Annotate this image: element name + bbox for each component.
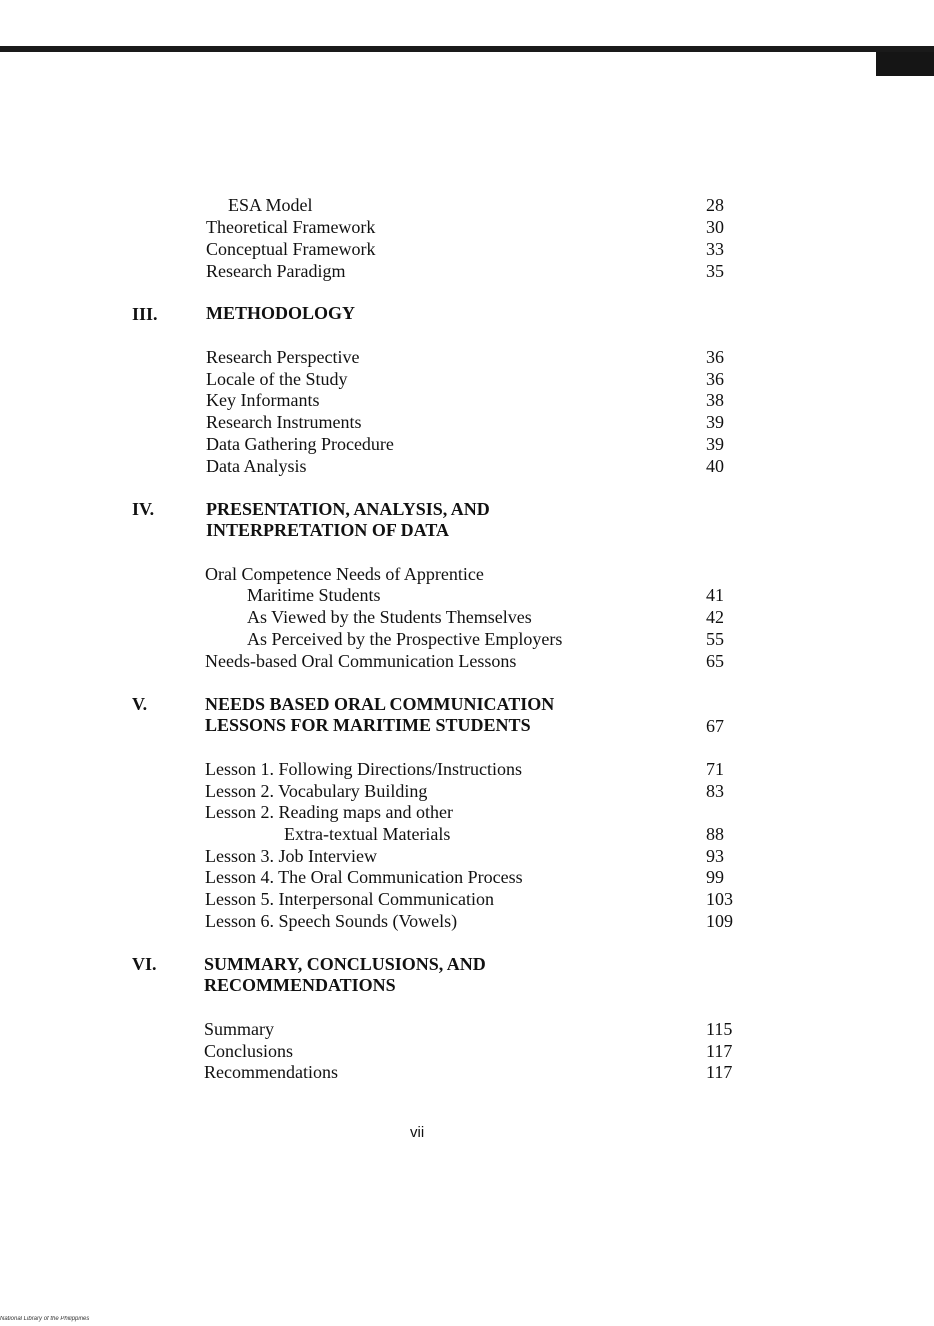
toc-entry: Lesson 2. Reading maps and other	[205, 802, 453, 822]
toc-page: 83	[706, 781, 724, 801]
toc-page: 42	[706, 607, 724, 627]
toc-page: 109	[706, 911, 733, 931]
toc-page: 67	[706, 716, 724, 736]
chapter-numeral-3: III.	[132, 304, 158, 324]
chapter-title-line1: SUMMARY, CONCLUSIONS, AND	[204, 954, 486, 974]
toc-entry: Maritime Students	[247, 585, 381, 605]
toc-entry: Lesson 5. Interpersonal Communication	[205, 889, 494, 909]
toc-entry: Lesson 6. Speech Sounds (Vowels)	[205, 911, 458, 931]
toc-entry: Locale of the Study	[206, 369, 348, 389]
toc-page: 117	[706, 1041, 733, 1061]
toc-entry: Conclusions	[204, 1041, 294, 1061]
toc-page-conceptual-framework: 33	[706, 239, 724, 259]
toc-page: 40	[706, 456, 724, 476]
toc-page: 39	[706, 434, 724, 454]
toc-entry-conceptual-framework: Conceptual Framework	[206, 239, 376, 259]
toc-page: 117	[706, 1062, 733, 1082]
toc-page: 99	[706, 867, 724, 887]
toc-page: 103	[706, 889, 733, 909]
chapter-title-line2: LESSONS FOR MARITIME STUDENTS	[205, 715, 531, 735]
toc-page: 65	[706, 651, 724, 671]
toc-entry: Key Informants	[206, 390, 320, 410]
chapter-numeral-5: V.	[132, 694, 148, 714]
toc-page: 39	[706, 412, 724, 432]
toc-entry: Oral Competence Needs of Apprentice	[205, 564, 484, 584]
toc-entry: Data Analysis	[206, 456, 307, 476]
toc-entry: Data Gathering Procedure	[206, 434, 394, 454]
chapter-title-line2: RECOMMENDATIONS	[204, 975, 396, 995]
toc-page: 88	[706, 824, 724, 844]
chapter-numeral-4: IV.	[132, 499, 155, 519]
toc-page-esa-model: 28	[706, 195, 724, 215]
toc-entry: Recommendations	[204, 1062, 338, 1082]
toc-entry: Lesson 3. Job Interview	[205, 846, 377, 866]
page-number: vii	[410, 1124, 425, 1141]
toc-entry: Extra-textual Materials	[284, 824, 451, 844]
chapter-title-methodology: METHODOLOGY	[206, 303, 356, 323]
scan-footer-watermark: National Library of the Philippines	[0, 1316, 90, 1322]
toc-page: 55	[706, 629, 724, 649]
toc-page: 36	[706, 347, 724, 367]
toc-entry: As Viewed by the Students Themselves	[247, 607, 532, 627]
toc-page-research-paradigm: 35	[706, 261, 724, 281]
chapter-numeral-6: VI.	[132, 954, 157, 974]
toc-entry-esa-model: ESA Model	[228, 195, 313, 215]
toc-page-theoretical-framework: 30	[706, 217, 724, 237]
toc-entry-research-paradigm: Research Paradigm	[206, 261, 346, 281]
toc-page: 71	[706, 759, 724, 779]
toc-page: 36	[706, 369, 724, 389]
chapter-title-line2: INTERPRETATION OF DATA	[206, 520, 450, 540]
toc-entry: As Perceived by the Prospective Employers	[247, 629, 563, 649]
scan-top-border	[0, 46, 934, 52]
toc-page: 38	[706, 390, 724, 410]
toc-entry-theoretical-framework: Theoretical Framework	[206, 217, 376, 237]
chapter-title-line1: NEEDS BASED ORAL COMMUNICATION	[205, 694, 555, 714]
toc-page: 41	[706, 585, 724, 605]
toc-page: 115	[706, 1019, 733, 1039]
chapter-title-line1: PRESENTATION, ANALYSIS, AND	[206, 499, 490, 519]
toc-entry: Lesson 1. Following Directions/Instructions	[205, 759, 522, 779]
toc-entry: Research Instruments	[206, 412, 362, 432]
toc-entry: Needs-based Oral Communication Lessons	[205, 651, 517, 671]
scan-corner-mark	[876, 52, 934, 76]
toc-entry: Summary	[204, 1019, 274, 1039]
toc-page: 93	[706, 846, 724, 866]
toc-entry: Lesson 4. The Oral Communication Process	[205, 867, 523, 887]
toc-entry: Lesson 2. Vocabulary Building	[205, 781, 428, 801]
toc-entry: Research Perspective	[206, 347, 360, 367]
